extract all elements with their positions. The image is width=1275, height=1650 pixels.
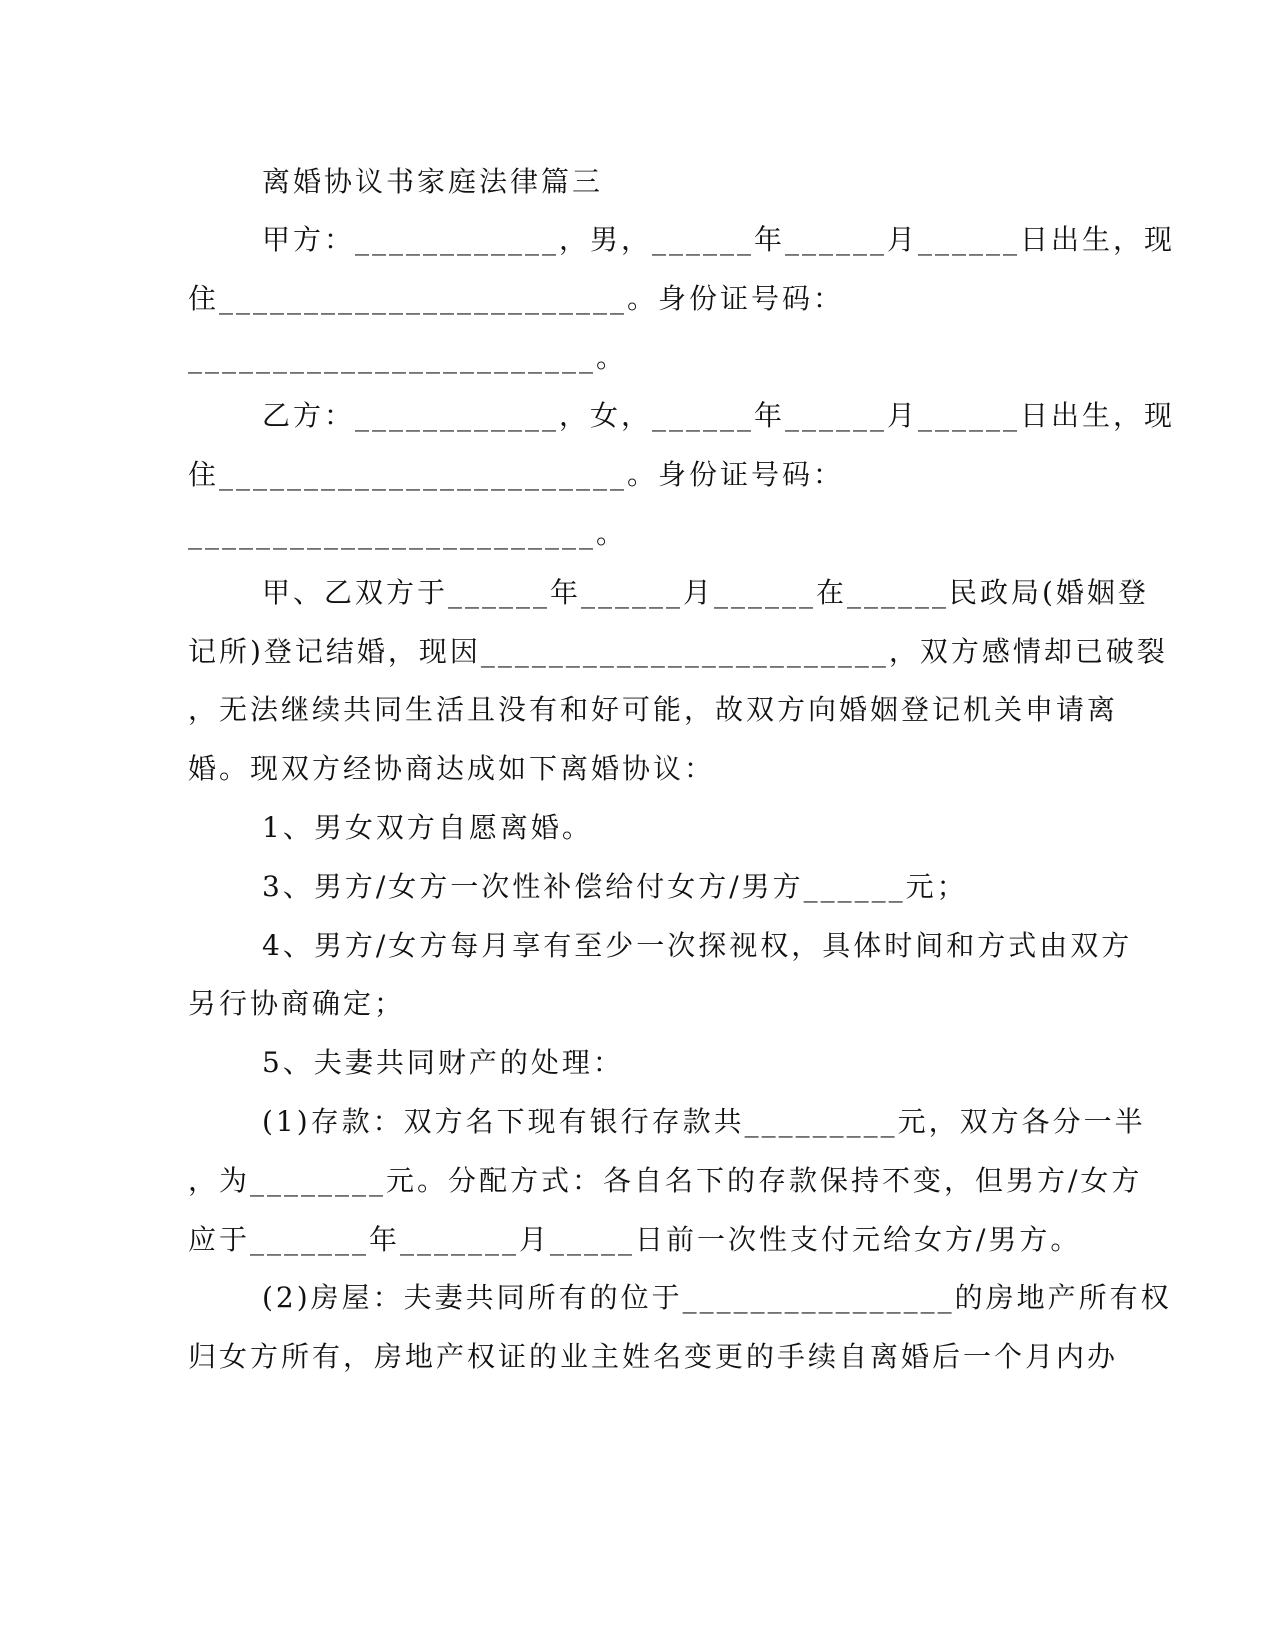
clause-line: 归女方所有，房地产权证的业主姓名变更的手续自离婚后一个月内办 bbox=[188, 1340, 1119, 1373]
paragraph-line: 婚。现双方经协商达成如下离婚协议： bbox=[188, 752, 716, 785]
party-b-id-line: ________________________。 bbox=[188, 517, 628, 550]
paragraph-line: 记所)登记结婚，现因________________________，双方感情却已破裂 bbox=[188, 635, 1168, 668]
clause-line: 4、男方/女方每月享有至少一次探视权，具体时间和方式由双方 bbox=[262, 929, 1133, 962]
clause-line: ，为________元。分配方式：各自名下的存款保持不变，但男方/女方 bbox=[188, 1164, 1143, 1197]
party-a-id-line: ________________________。 bbox=[188, 341, 628, 374]
clause-line: 另行协商确定； bbox=[188, 987, 406, 1020]
document-title: 离婚协议书家庭法律篇三 bbox=[262, 165, 604, 198]
paragraph-line: 甲、乙双方于______年______月______在______民政局(婚姻登 bbox=[262, 576, 1149, 609]
clause-line: 应于_______年_______月_____日前一次性支付元给女方/男方。 bbox=[188, 1223, 1082, 1256]
party-b-line: 乙方：____________，女，______年______月______日出生，现 bbox=[262, 399, 1176, 432]
clause-line: 3、男方/女方一次性补偿给付女方/男方______元； bbox=[262, 870, 968, 903]
clause-line: 5、夫妻共同财产的处理： bbox=[262, 1046, 624, 1079]
party-a-address-line: 住________________________。身份证号码： bbox=[188, 282, 845, 315]
party-a-line: 甲方：____________，男，______年______月______日出生，现 bbox=[262, 223, 1176, 256]
paragraph-line: ，无法继续共同生活且没有和好可能，故双方向婚姻登记机关申请离 bbox=[188, 693, 1119, 726]
party-b-address-line: 住________________________。身份证号码： bbox=[188, 458, 845, 491]
clause-line: (2)房屋：夫妻共同所有的位于________________的房地产所有权 bbox=[262, 1281, 1172, 1314]
clause-line: 1、男女双方自愿离婚。 bbox=[262, 811, 593, 844]
clause-line: (1)存款：双方名下现有银行存款共_________元，双方各分一半 bbox=[262, 1105, 1146, 1138]
